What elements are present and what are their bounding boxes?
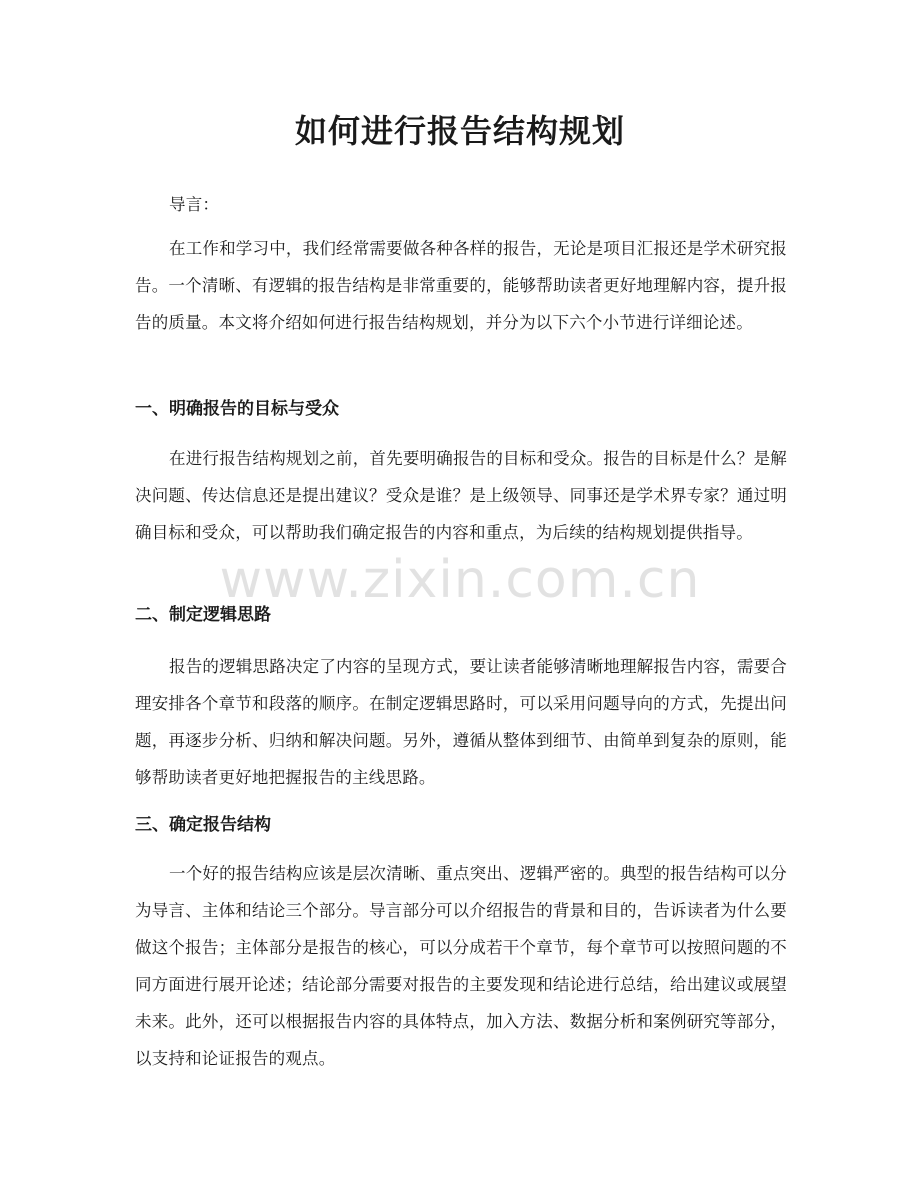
- intro-label: 导言：: [169, 195, 220, 214]
- document-title: 如何进行报告结构规划: [294, 112, 625, 150]
- section-body-2: 报告的逻辑思路决定了内容的呈现方式，要让读者能够清晰地理解报告内容，需要合理安排各个章节和段落的顺序。在制定逻辑思路时，可以采用问题导向的方式，先提出问题，再逐步分析、归纳和解决问题。另外，遵循从整体到细节、由简单到复杂的原则，能够帮助读者更好地把握报告的主线思路。: [135, 657, 787, 787]
- section-heading-3: 三、确定报告结构: [135, 815, 271, 835]
- section-body-3: 一个好的报告结构应该是层次清晰、重点突出、逻辑严密的。典型的报告结构可以分为导言、主体和结论三个部分。导言部分可以介绍报告的背景和目的，告诉读者为什么要做这个报告；主体部分是报告的核心，可以分成若干个章节，每个章节可以按照问题的不同方面进行展开论述；结论部分需要对报告的主要发现和结论进行总结，给出建议或展望未来。此外，还可以根据报告内容的具体特点，加入方法、数据分析和案例研究等部分，以支持和论证报告的观点。: [135, 864, 787, 1068]
- section-heading-1: 一、明确报告的目标与受众: [135, 399, 339, 419]
- watermark: www.zixin.com.cn: [219, 550, 701, 610]
- intro-paragraph: 在工作和学习中，我们经常需要做各种各样的报告，无论是项目汇报还是学术研究报告。一个清晰、有逻辑的报告结构是非常重要的，能够帮助读者更好地理解内容，提升报告的质量。本文将介绍如何进行报告结构规划，并分为以下六个小节进行详细论述。: [135, 239, 787, 332]
- section-body-1: 在进行报告结构规划之前，首先要明确报告的目标和受众。报告的目标是什么？是解决问题、传达信息还是提出建议？受众是谁？是上级领导、同事还是学术界专家？通过明确目标和受众，可以帮助我们确定报告的内容和重点，为后续的结构规划提供指导。: [135, 449, 787, 542]
- section-heading-2: 二、制定逻辑思路: [135, 605, 271, 625]
